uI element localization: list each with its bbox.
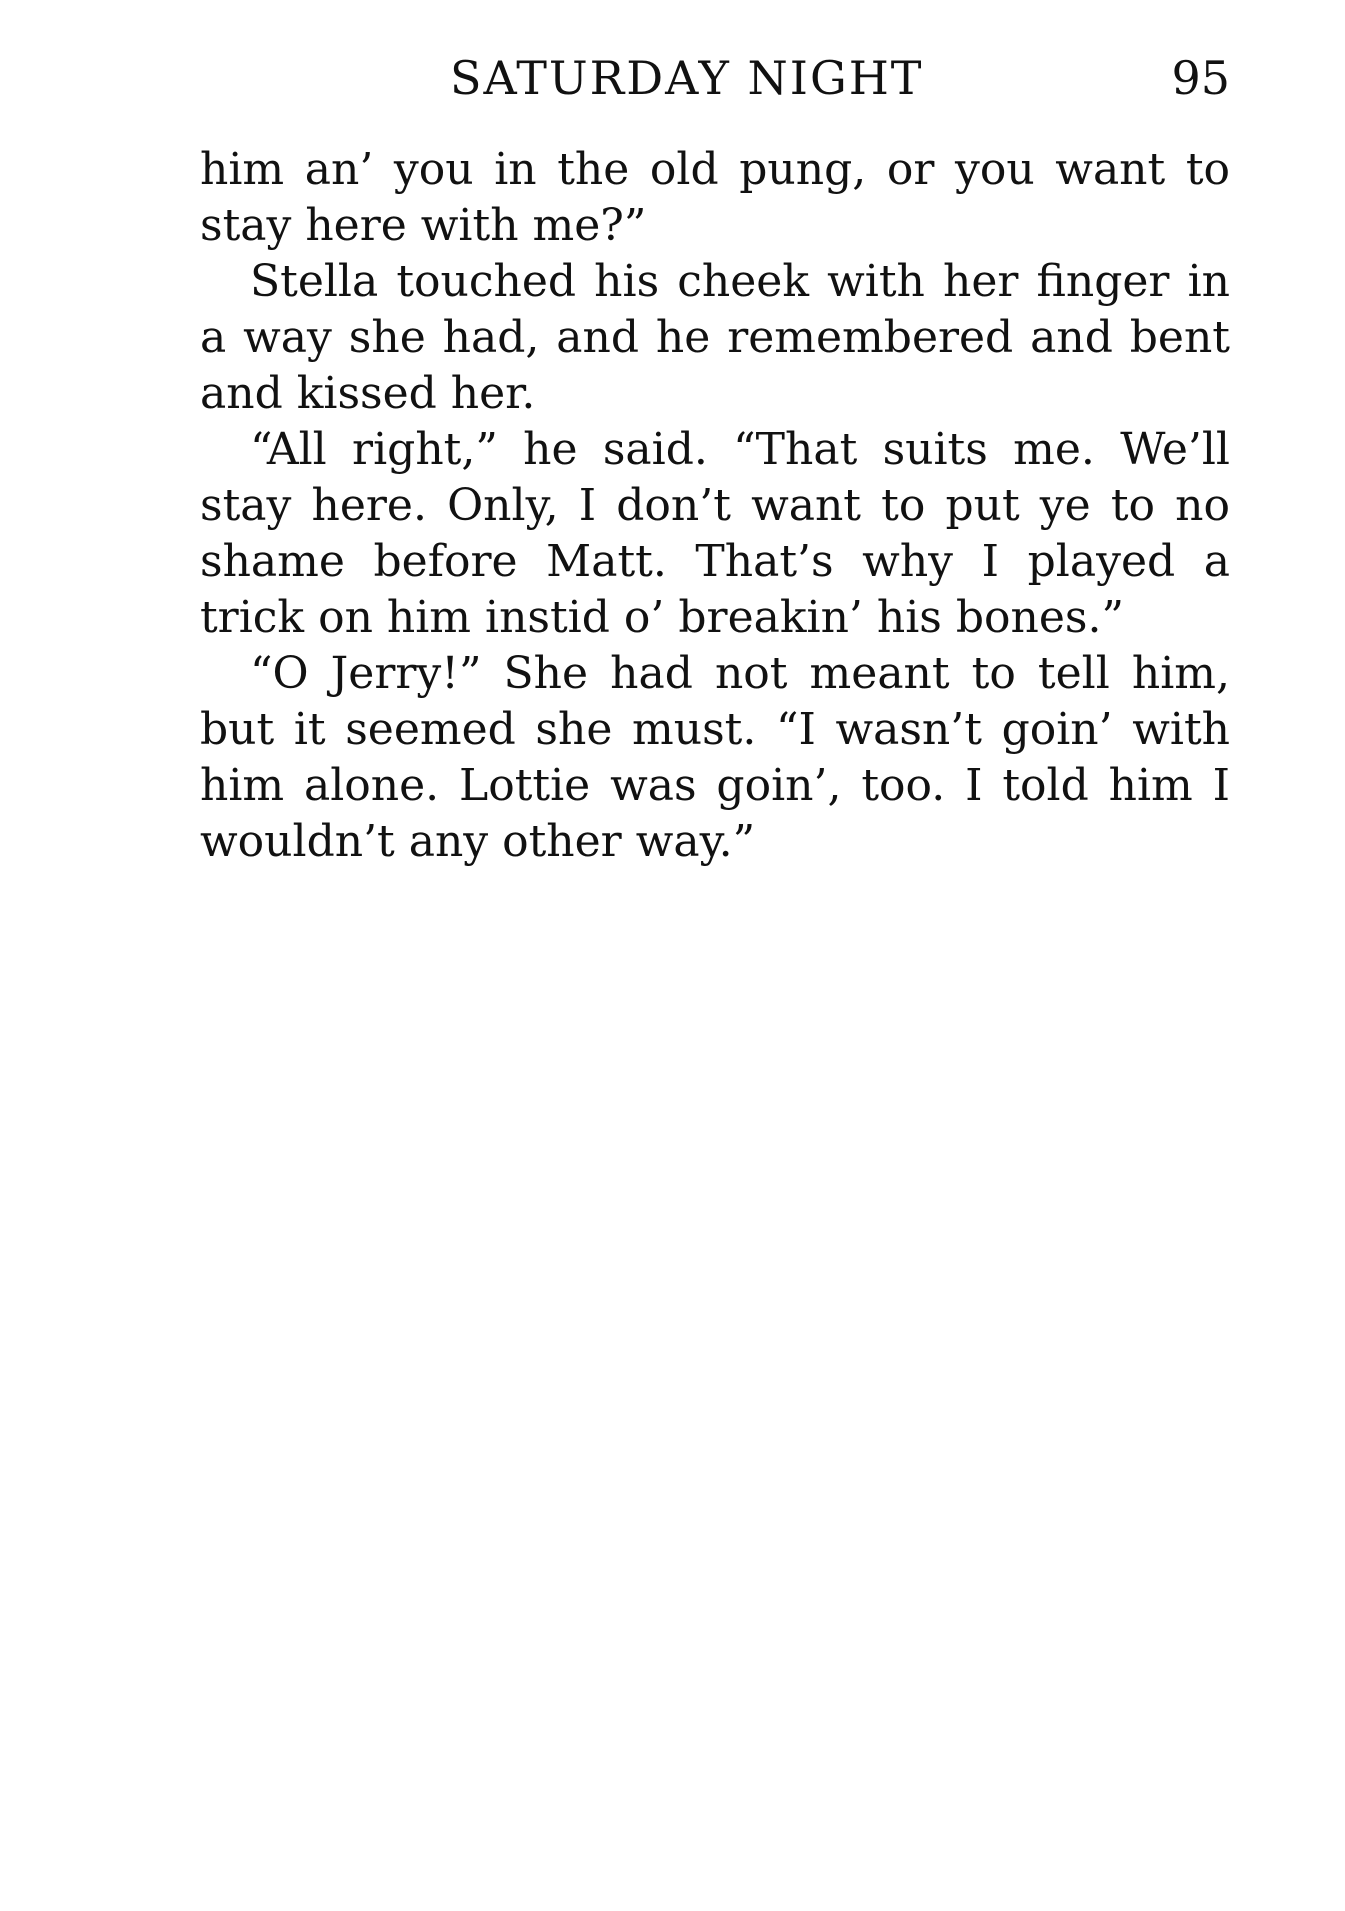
paragraph-stella-touched: Stella touched his cheek with her finger in a way she had, and he remembered and bent and kissed her. xyxy=(200,256,1230,419)
body-text xyxy=(200,142,1230,870)
paragraph-all-right: “All right,” he said. “That suits me. We’ll stay here. Only, I don’t want to put ye to no shame before Matt. That’s why I played a trick on him instid o’ breakin’ his bones.” xyxy=(200,424,1230,643)
page-number: 95 xyxy=(1171,51,1230,105)
paragraph-continuation: him an’ you in the old pung, or you want to stay here with me?” xyxy=(200,144,1230,251)
paragraph-o-jerry: “O Jerry!” She had not meant to tell him, but it seemed she must. “I wasn’t goin’ with him alone. Lottie was goin’, too. I told him I wouldn’t any other way.” xyxy=(200,648,1230,867)
running-title: SATURDAY NIGHT xyxy=(450,51,924,105)
running-head xyxy=(200,48,1230,108)
